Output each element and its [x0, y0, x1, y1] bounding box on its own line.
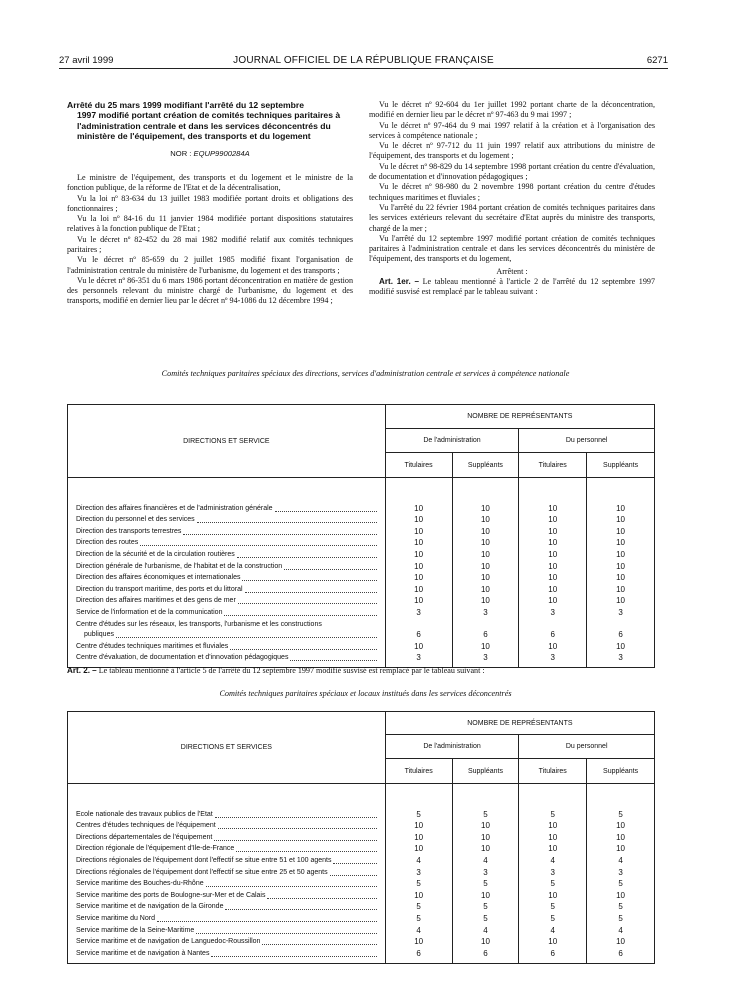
table-row — [68, 854, 655, 866]
row-label — [68, 854, 386, 866]
cell-titulaires: 10 — [519, 640, 587, 652]
cell-suppleants: 3 — [587, 652, 655, 664]
table-row — [68, 640, 655, 652]
cell-suppleants: 5 — [587, 808, 655, 820]
col-header-suppleants: Suppléants — [587, 453, 655, 478]
cell-suppleants: 5 — [587, 878, 655, 890]
decree-title-line1: Arrêté du 25 mars 1999 modifiant l'arrêté du 12 septembre — [67, 100, 305, 110]
cell-titulaires: 6 — [385, 618, 452, 640]
row-label — [68, 652, 386, 664]
leader-dots — [333, 863, 376, 864]
cell-titulaires: 10 — [519, 514, 587, 526]
page-number: 6271 — [646, 55, 668, 66]
row-label-text: Direction régionale de l'équipement d'Ile-de-France — [76, 845, 235, 853]
cell-suppleants: 4 — [587, 924, 655, 936]
cell-titulaires: 4 — [385, 924, 452, 936]
leader-dots — [262, 944, 376, 945]
cell-titulaires: 10 — [519, 583, 587, 595]
header-rule — [59, 68, 668, 69]
cell-suppleants: 3 — [452, 606, 519, 618]
table1-caption: Comités techniques paritaires spéciaux des directions, services d'administration centrale et services à compétence nationale — [161, 369, 570, 378]
row-label — [68, 514, 386, 526]
leader-dots — [236, 851, 376, 852]
spacer-cell — [68, 478, 386, 503]
cell-suppleants: 10 — [452, 843, 519, 855]
visa-paragraph: Vu le décret nº 82-452 du 28 mai 1982 modifié relatif aux comités techniques paritaires ; — [67, 234, 353, 254]
col-header-titulaires: Titulaires — [519, 453, 587, 478]
table-row — [68, 514, 655, 526]
journal-title: JOURNAL OFFICIEL DE LA RÉPUBLIQUE FRANÇAISE — [233, 55, 494, 66]
table-row — [68, 878, 655, 890]
leader-dots — [214, 840, 376, 841]
table1-body — [68, 478, 655, 668]
spacer-cell — [519, 478, 587, 503]
row-label-line2: publiques — [84, 630, 114, 638]
cell-suppleants: 5 — [452, 808, 519, 820]
right-column — [369, 100, 655, 298]
spacer-cell — [587, 959, 655, 964]
cell-suppleants: 10 — [587, 820, 655, 832]
cell-suppleants: 3 — [452, 652, 519, 664]
cell-titulaires: 10 — [385, 595, 452, 607]
row-label-text: Ecole nationale des travaux publics de l'Etat — [76, 810, 213, 818]
spacer-cell — [452, 784, 519, 809]
row-label — [68, 889, 386, 901]
cell-suppleants: 3 — [587, 606, 655, 618]
row-label — [68, 583, 386, 595]
table-row — [68, 502, 655, 514]
row-label-line1: Centre d'études sur les réseaux, les transports, l'urbanisme et les constructions — [76, 620, 322, 628]
leader-dots — [211, 956, 376, 957]
article-1 — [369, 277, 655, 298]
cell-suppleants: 10 — [452, 502, 519, 514]
cell-titulaires: 10 — [385, 548, 452, 560]
table-row — [68, 537, 655, 549]
cell-suppleants: 10 — [452, 548, 519, 560]
cell-titulaires: 10 — [385, 572, 452, 584]
cell-suppleants: 10 — [587, 583, 655, 595]
visa-paragraph: Vu le décret nº 92-604 du 1er juillet 1992 portant charte de la déconcentration, modifié en dernier lieu par le décret nº 97-463 du 9 mai 1997 ; — [369, 100, 655, 120]
cell-titulaires: 3 — [519, 866, 587, 878]
cell-titulaires: 10 — [519, 889, 587, 901]
row-label-text: Directions régionales de l'équipement dont l'effectif se situe entre 51 et 100 agents — [76, 856, 332, 864]
leader-dots — [238, 603, 377, 604]
col-header-directions: DIRECTIONS ET SERVICES — [68, 712, 386, 784]
row-label-text: Direction des affaires financières et de l'administration générale — [76, 504, 273, 512]
table-row — [68, 583, 655, 595]
visa-paragraph: Vu l'arrêté du 12 septembre 1997 modifié portant création de comités techniques paritaires à l'administration centrale et dans les services déconcentrés du ministère de l'équipement, des transports et du logement, — [369, 233, 655, 264]
leader-dots — [218, 828, 377, 829]
row-label — [68, 502, 386, 514]
left-column — [67, 100, 353, 307]
decree-title-rest: 1997 modifié portant création de comités techniques paritaires à l'administration centrale et dans les services déconcentrés du ministère de l'équipement, des transports et du logement — [77, 110, 341, 142]
table-row — [68, 652, 655, 664]
leader-dots — [267, 898, 376, 899]
col-header-titulaires: Titulaires — [385, 453, 452, 478]
cell-suppleants: 10 — [452, 640, 519, 652]
leader-dots — [230, 649, 376, 650]
leader-dots — [290, 660, 376, 661]
visa-paragraph: Vu le décret nº 97-464 du 9 mai 1997 relatif à la création et à l'organisation des services à compétence nationale ; — [369, 120, 655, 140]
leader-dots — [196, 933, 377, 934]
cell-titulaires: 10 — [519, 843, 587, 855]
cell-titulaires: 6 — [385, 947, 452, 959]
table-deconcentrated-committees — [67, 711, 655, 964]
cell-suppleants: 10 — [452, 583, 519, 595]
cell-suppleants: 10 — [587, 560, 655, 572]
row-label-text: Direction des affaires économiques et internationales — [76, 574, 241, 582]
col-header-admin: De l'administration — [385, 429, 519, 453]
row-label-text: Service maritime du Nord — [76, 914, 155, 922]
row-label-text: Service maritime des ports de Boulogne-sur-Mer et de Calais — [76, 891, 266, 899]
row-label — [68, 843, 386, 855]
col-header-personnel: Du personnel — [519, 735, 655, 759]
table-row — [68, 843, 655, 855]
nor-code: EQUP9900284A — [193, 148, 250, 158]
cell-suppleants: 3 — [452, 866, 519, 878]
issue-date: 27 avril 1999 — [59, 55, 114, 66]
visa-paragraph: Vu la loi nº 83-634 du 13 juillet 1983 modifiée portant droits et obligations des fonctionnaires ; — [67, 193, 353, 213]
row-label — [68, 947, 386, 959]
row-label-text: Directions départementales de l'équipement — [76, 833, 213, 841]
row-label — [68, 606, 386, 618]
cell-suppleants: 10 — [587, 843, 655, 855]
cell-suppleants: 10 — [587, 831, 655, 843]
row-label-text: Centre d'études techniques maritimes et fluviales — [76, 642, 229, 650]
cell-suppleants: 10 — [587, 537, 655, 549]
leader-dots — [206, 886, 377, 887]
cell-suppleants: 4 — [587, 854, 655, 866]
row-label — [68, 878, 386, 890]
article-2-text: Le tableau mentionné à l'article 5 de l'arrêté du 12 septembre 1997 modifié susvisé est remplacé par le tableau suivant : — [98, 666, 485, 675]
table-row — [68, 936, 655, 948]
cell-titulaires: 10 — [385, 820, 452, 832]
cell-titulaires: 10 — [519, 936, 587, 948]
spacer-cell — [452, 478, 519, 503]
cell-titulaires: 3 — [385, 866, 452, 878]
article-1-text: Le tableau mentionné à l'article 2 de l'arrêté du 12 septembre 1997 modifié susvisé est remplacé par le tableau suivant : — [369, 277, 655, 297]
cell-titulaires: 6 — [519, 618, 587, 640]
cell-suppleants: 10 — [587, 514, 655, 526]
row-label — [68, 808, 386, 820]
arretent: Arrêtent : — [496, 266, 528, 276]
row-label-text: Service maritime des Bouches-du-Rhône — [76, 880, 204, 888]
leader-dots — [224, 615, 376, 616]
visa-paragraph: Vu le décret nº 97-712 du 11 juin 1997 relatif aux attributions du ministre de l'équipement, des transports et du logement ; — [369, 141, 655, 161]
visa-paragraph: Vu le décret nº 85-659 du 2 juillet 1985 modifié fixant l'organisation de l'administration centrale du ministère de l'urbanisme, du logement et des transports ; — [67, 255, 353, 275]
row-label — [68, 640, 386, 652]
cell-suppleants: 10 — [452, 595, 519, 607]
row-label — [68, 924, 386, 936]
leader-dots — [197, 522, 377, 523]
row-label — [68, 572, 386, 584]
cell-titulaires: 10 — [385, 843, 452, 855]
table-central-committees — [67, 404, 655, 668]
cell-titulaires: 10 — [385, 560, 452, 572]
spacer-cell — [452, 959, 519, 964]
cell-titulaires: 10 — [519, 502, 587, 514]
cell-titulaires: 3 — [385, 606, 452, 618]
cell-suppleants: 10 — [587, 502, 655, 514]
row-label — [68, 560, 386, 572]
visa-paragraph: Vu le décret nº 86-351 du 6 mars 1986 portant déconcentration en matière de gestion des personnels relevant du ministre chargé de l'urbanisme, du logement et des transports, modifié en dernier lieu par le décret nº 94-1086 du 12 décembre 1994 ; — [67, 275, 353, 306]
row-label — [68, 595, 386, 607]
row-label-text: Direction des routes — [76, 539, 139, 547]
visa-paragraph: Vu le décret nº 98-980 du 2 novembre 1998 portant création du centre d'études techniques maritimes et fluviales ; — [369, 182, 655, 202]
table-row — [68, 572, 655, 584]
cell-titulaires: 5 — [385, 808, 452, 820]
col-header-titulaires: Titulaires — [519, 759, 587, 784]
spacer-cell — [587, 478, 655, 503]
cell-suppleants: 10 — [452, 560, 519, 572]
cell-titulaires: 5 — [385, 878, 452, 890]
cell-titulaires: 10 — [385, 936, 452, 948]
cell-titulaires: 5 — [519, 878, 587, 890]
cell-suppleants: 10 — [452, 537, 519, 549]
table-row — [68, 595, 655, 607]
row-label-text: Service maritime de la Seine-Maritime — [76, 926, 195, 934]
cell-suppleants: 5 — [452, 878, 519, 890]
table-row — [68, 525, 655, 537]
spacer-row — [68, 478, 655, 503]
row-label-text: Direction du personnel et des services — [76, 516, 195, 524]
cell-titulaires: 6 — [519, 947, 587, 959]
leader-dots — [275, 511, 377, 512]
row-label-text: Service maritime et de navigation de la Gironde — [76, 903, 224, 911]
table-row — [68, 912, 655, 924]
table-row — [68, 889, 655, 901]
cell-titulaires: 4 — [385, 854, 452, 866]
cell-suppleants: 10 — [452, 889, 519, 901]
cell-suppleants: 5 — [587, 901, 655, 913]
col-header-suppleants: Suppléants — [452, 759, 519, 784]
cell-suppleants: 10 — [452, 572, 519, 584]
cell-suppleants: 6 — [587, 618, 655, 640]
cell-titulaires: 10 — [385, 583, 452, 595]
cell-titulaires: 10 — [519, 572, 587, 584]
cell-suppleants: 5 — [452, 901, 519, 913]
leader-dots — [225, 909, 376, 910]
cell-suppleants: 10 — [587, 525, 655, 537]
table-row — [68, 548, 655, 560]
visa-paragraph: Le ministre de l'équipement, des transports et du logement et le ministre de la fonction publique, de la réforme de l'Etat et de la décentralisation, — [67, 172, 353, 193]
row-label-text: Centres d'études techniques de l'équipement — [76, 822, 216, 830]
leader-dots — [242, 580, 376, 581]
cell-titulaires: 10 — [385, 889, 452, 901]
spacer-cell — [587, 784, 655, 809]
cell-titulaires: 10 — [385, 537, 452, 549]
nor-label: NOR : — [170, 148, 192, 158]
cell-titulaires: 10 — [519, 560, 587, 572]
cell-titulaires: 4 — [519, 854, 587, 866]
table2-body — [68, 784, 655, 964]
cell-suppleants: 6 — [587, 947, 655, 959]
row-label — [68, 618, 386, 640]
row-label — [68, 901, 386, 913]
leader-dots — [284, 569, 377, 570]
col-header-group: NOMBRE DE REPRÉSENTANTS — [385, 405, 654, 429]
row-label — [68, 912, 386, 924]
row-label-text: Service maritime et de navigation de Languedoc-Roussillon — [76, 938, 261, 946]
cell-titulaires: 10 — [519, 537, 587, 549]
col-header-titulaires: Titulaires — [385, 759, 452, 784]
cell-suppleants: 10 — [587, 936, 655, 948]
cell-titulaires: 5 — [519, 912, 587, 924]
cell-suppleants: 10 — [587, 640, 655, 652]
col-header-directions: DIRECTIONS ET SERVICE — [68, 405, 386, 478]
visa-paragraph: Vu l'arrêté du 22 février 1984 portant création de comités techniques paritaires dans les services extérieurs relevant du secrétaire d'Etat auprès du ministre des transports, chargé de la mer ; — [369, 202, 655, 233]
cell-titulaires: 10 — [519, 595, 587, 607]
table-row — [68, 901, 655, 913]
cell-titulaires: 3 — [385, 652, 452, 664]
cell-titulaires: 10 — [519, 820, 587, 832]
nor-reference — [67, 149, 353, 159]
row-label-text: Direction des transports terrestres — [76, 527, 182, 535]
table-row — [68, 618, 655, 640]
cell-suppleants: 4 — [452, 854, 519, 866]
leader-dots — [183, 534, 376, 535]
table-row — [68, 866, 655, 878]
spacer-cell — [68, 959, 386, 964]
cell-titulaires: 10 — [519, 831, 587, 843]
row-label — [68, 831, 386, 843]
row-label — [68, 820, 386, 832]
cell-suppleants: 5 — [452, 912, 519, 924]
spacer-cell — [385, 478, 452, 503]
cell-titulaires: 5 — [519, 808, 587, 820]
table-row — [68, 820, 655, 832]
cell-suppleants: 10 — [452, 820, 519, 832]
cell-titulaires: 4 — [519, 924, 587, 936]
cell-suppleants: 5 — [587, 912, 655, 924]
cell-titulaires: 10 — [519, 548, 587, 560]
cell-titulaires: 10 — [519, 525, 587, 537]
cell-suppleants: 3 — [587, 866, 655, 878]
article-2 — [67, 666, 668, 675]
row-label-text: Service maritime et de navigation à Nantes — [76, 949, 210, 957]
leader-dots — [330, 875, 377, 876]
row-label-text: Service de l'information et de la communication — [76, 608, 223, 616]
table-row — [68, 924, 655, 936]
row-label-text: Directions régionales de l'équipement dont l'effectif se situe entre 25 et 50 agents — [76, 868, 328, 876]
article-1-label: Art. 1er. – — [379, 277, 420, 287]
cell-titulaires: 5 — [385, 912, 452, 924]
cell-suppleants: 10 — [452, 514, 519, 526]
cell-titulaires: 10 — [385, 831, 452, 843]
cell-suppleants: 6 — [452, 947, 519, 959]
row-label-text: Centre d'évaluation, de documentation et d'innovation pédagogiques — [76, 654, 289, 662]
table-row — [68, 560, 655, 572]
visa-paragraph: Vu la loi nº 84-16 du 11 janvier 1984 modifiée portant dispositions statutaires relatives à la fonction publique de l'Etat ; — [67, 214, 353, 234]
cell-suppleants: 4 — [452, 924, 519, 936]
cell-titulaires: 3 — [519, 606, 587, 618]
article-2-label: Art. 2. – — [67, 666, 97, 675]
col-header-suppleants: Suppléants — [587, 759, 655, 784]
cell-suppleants: 10 — [452, 525, 519, 537]
row-label — [68, 525, 386, 537]
spacer-cell — [385, 784, 452, 809]
cell-titulaires: 10 — [385, 502, 452, 514]
leader-dots — [116, 637, 377, 638]
cell-titulaires: 5 — [385, 901, 452, 913]
decree-title — [67, 100, 353, 142]
row-label — [68, 936, 386, 948]
col-header-admin: De l'administration — [385, 735, 519, 759]
leader-dots — [245, 592, 377, 593]
cell-titulaires: 5 — [519, 901, 587, 913]
row-label — [68, 537, 386, 549]
table-row — [68, 947, 655, 959]
end-spacer-row — [68, 959, 655, 964]
col-header-personnel: Du personnel — [519, 429, 655, 453]
cell-titulaires: 10 — [385, 640, 452, 652]
spacer-row — [68, 784, 655, 809]
cell-suppleants: 10 — [587, 889, 655, 901]
col-header-group: NOMBRE DE REPRÉSENTANTS — [385, 712, 654, 735]
table-row — [68, 606, 655, 618]
cell-suppleants: 10 — [452, 831, 519, 843]
row-label-text: Direction de la sécurité et de la circulation routières — [76, 550, 235, 558]
cell-suppleants: 10 — [587, 548, 655, 560]
spacer-cell — [68, 784, 386, 809]
cell-suppleants: 6 — [452, 618, 519, 640]
spacer-cell — [519, 959, 587, 964]
cell-suppleants: 10 — [587, 595, 655, 607]
leader-dots — [157, 921, 377, 922]
leader-dots — [140, 545, 376, 546]
cell-titulaires: 10 — [385, 514, 452, 526]
row-label — [68, 548, 386, 560]
leader-dots — [237, 557, 377, 558]
spacer-cell — [519, 784, 587, 809]
table-row — [68, 831, 655, 843]
row-label-text: Direction générale de l'urbanisme, de l'habitat et de la construction — [76, 562, 283, 570]
cell-suppleants: 10 — [452, 936, 519, 948]
table2-caption: Comités techniques paritaires spéciaux et locaux institués dans les services déconcentrés — [219, 689, 512, 698]
visa-paragraph: Vu le décret nº 98-829 du 14 septembre 1998 portant création du centre d'évaluation, de documentation et d'innovation pédagogiques ; — [369, 161, 655, 182]
row-label — [68, 866, 386, 878]
row-label-text: Direction du transport maritime, des ports et du littoral — [76, 585, 243, 593]
cell-titulaires: 10 — [385, 525, 452, 537]
cell-titulaires: 3 — [519, 652, 587, 664]
col-header-suppleants: Suppléants — [452, 453, 519, 478]
spacer-cell — [385, 959, 452, 964]
table-row — [68, 808, 655, 820]
row-label-text: Direction des affaires maritimes et des gens de mer — [76, 597, 236, 605]
cell-suppleants: 10 — [587, 572, 655, 584]
leader-dots — [215, 817, 377, 818]
